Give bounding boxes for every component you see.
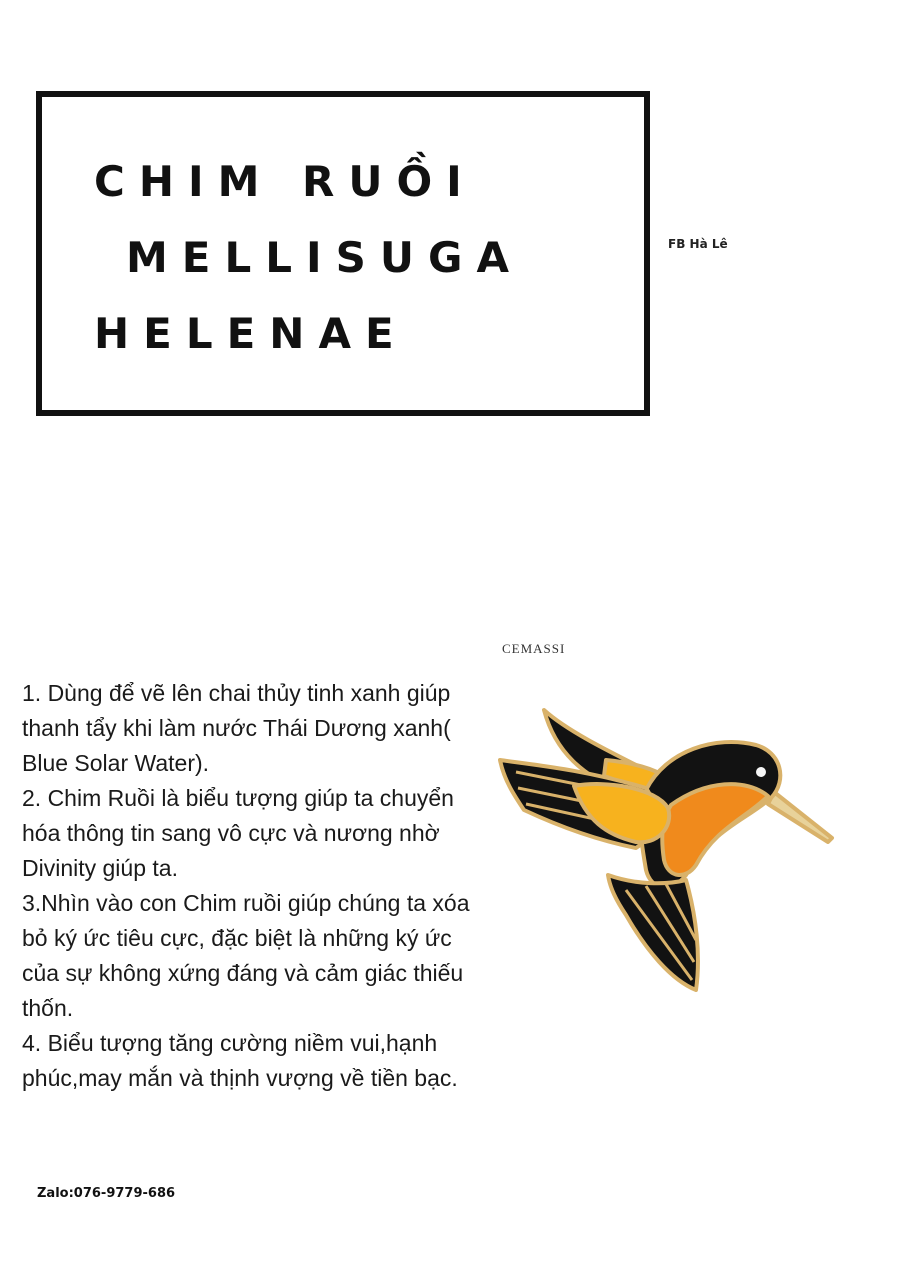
paragraph-4: 4. Biểu tượng tăng cường niềm vui,hạnh phúc,may mắn và thịnh vượng về tiền bạc. <box>22 1030 458 1091</box>
title-line-1: CHIM RUỒI <box>94 157 476 206</box>
contact-info: Zalo:076-9779-686 <box>37 1186 176 1201</box>
author-credit: FB Hà Lê <box>668 237 728 251</box>
body-text <box>22 676 482 1096</box>
title-line-2: MELLISUGA <box>126 233 523 282</box>
title-box <box>36 91 650 416</box>
hummingbird-brooch-icon <box>496 700 836 995</box>
paragraph-1: 1. Dùng để vẽ lên chai thủy tinh xanh giúp thanh tẩy khi làm nước Thái Dương xanh( Blue Solar Water). <box>22 680 451 776</box>
brand-label: CEMASSI <box>502 641 566 656</box>
paragraph-3: 3.Nhìn vào con Chim ruồi giúp chúng ta xóa bỏ ký ức tiêu cực, đặc biệt là những ký ức của sự không xứng đáng và cảm giác thiếu thốn. <box>22 890 470 1021</box>
paragraph-2: 2. Chim Ruồi là biểu tượng giúp ta chuyển hóa thông tin sang vô cực và nương nhờ Divinity giúp ta. <box>22 785 454 881</box>
title-line-3: HELENAE <box>94 309 408 358</box>
